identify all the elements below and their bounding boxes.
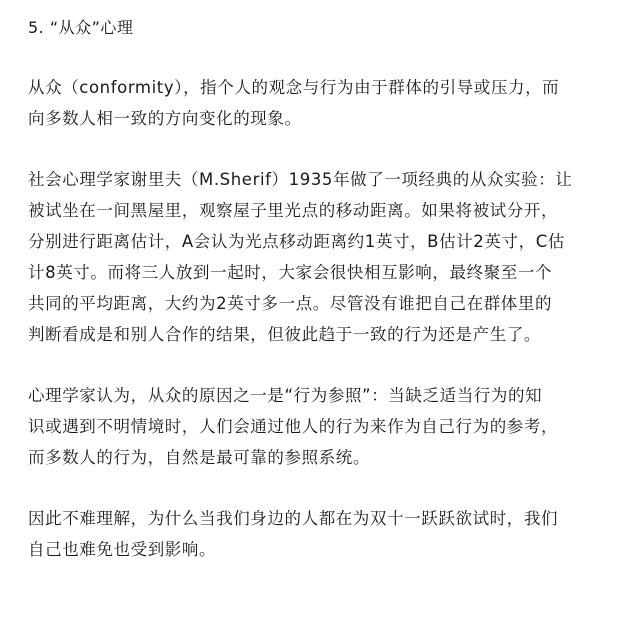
- paragraph-conclusion: [28, 503, 618, 565]
- paragraph-line: 分别进行距离估计，A会认为光点移动距离约1英寸，B估计2英寸，C估: [28, 232, 565, 251]
- paragraph-line: 自己也难免也受到影响。: [28, 540, 217, 559]
- paragraph-line: 而多数人的行为，自然是最可靠的参照系统。: [28, 448, 370, 467]
- paragraph-line: 共同的平均距离，大约为2英寸多一点。尽管没有谁把自己在群体里的: [28, 294, 553, 313]
- paragraph-line: 计8英寸。而将三人放到一起时，大家会很快相互影响，最终聚至一个: [28, 263, 553, 282]
- paragraph-line: 被试坐在一间黑屋里，观察屋子里光点的移动距离。如果将被试分开，: [28, 201, 559, 220]
- paragraph-line: 识或遇到不明情境时，人们会通过他人的行为来作为自己行为的参考，: [28, 417, 559, 436]
- section-heading: 5. “从众”心理: [28, 18, 134, 37]
- paragraph-line: 因此不难理解，为什么当我们身边的人都在为双十一跃跃欲试时，我们: [28, 509, 559, 528]
- paragraph-behavior-reference: [28, 380, 618, 473]
- paragraph-experiment: [28, 164, 618, 350]
- paragraph-line: 判断看成是和别人合作的结果，但彼此趋于一致的行为还是产生了。: [28, 325, 541, 344]
- paragraph-line: 从众（conformity），指个人的观念与行为由于群体的引导或压力，而: [28, 78, 560, 97]
- paragraph-definition: [28, 72, 618, 134]
- paragraph-line: 心理学家认为，从众的原因之一是“行为参照”：当缺乏适当行为的知: [28, 386, 543, 405]
- paragraph-line: 社会心理学家谢里夫（M.Sherif）1935年做了一项经典的从众实验：让: [28, 170, 573, 189]
- paragraph-line: 向多数人相一致的方向变化的现象。: [28, 109, 302, 128]
